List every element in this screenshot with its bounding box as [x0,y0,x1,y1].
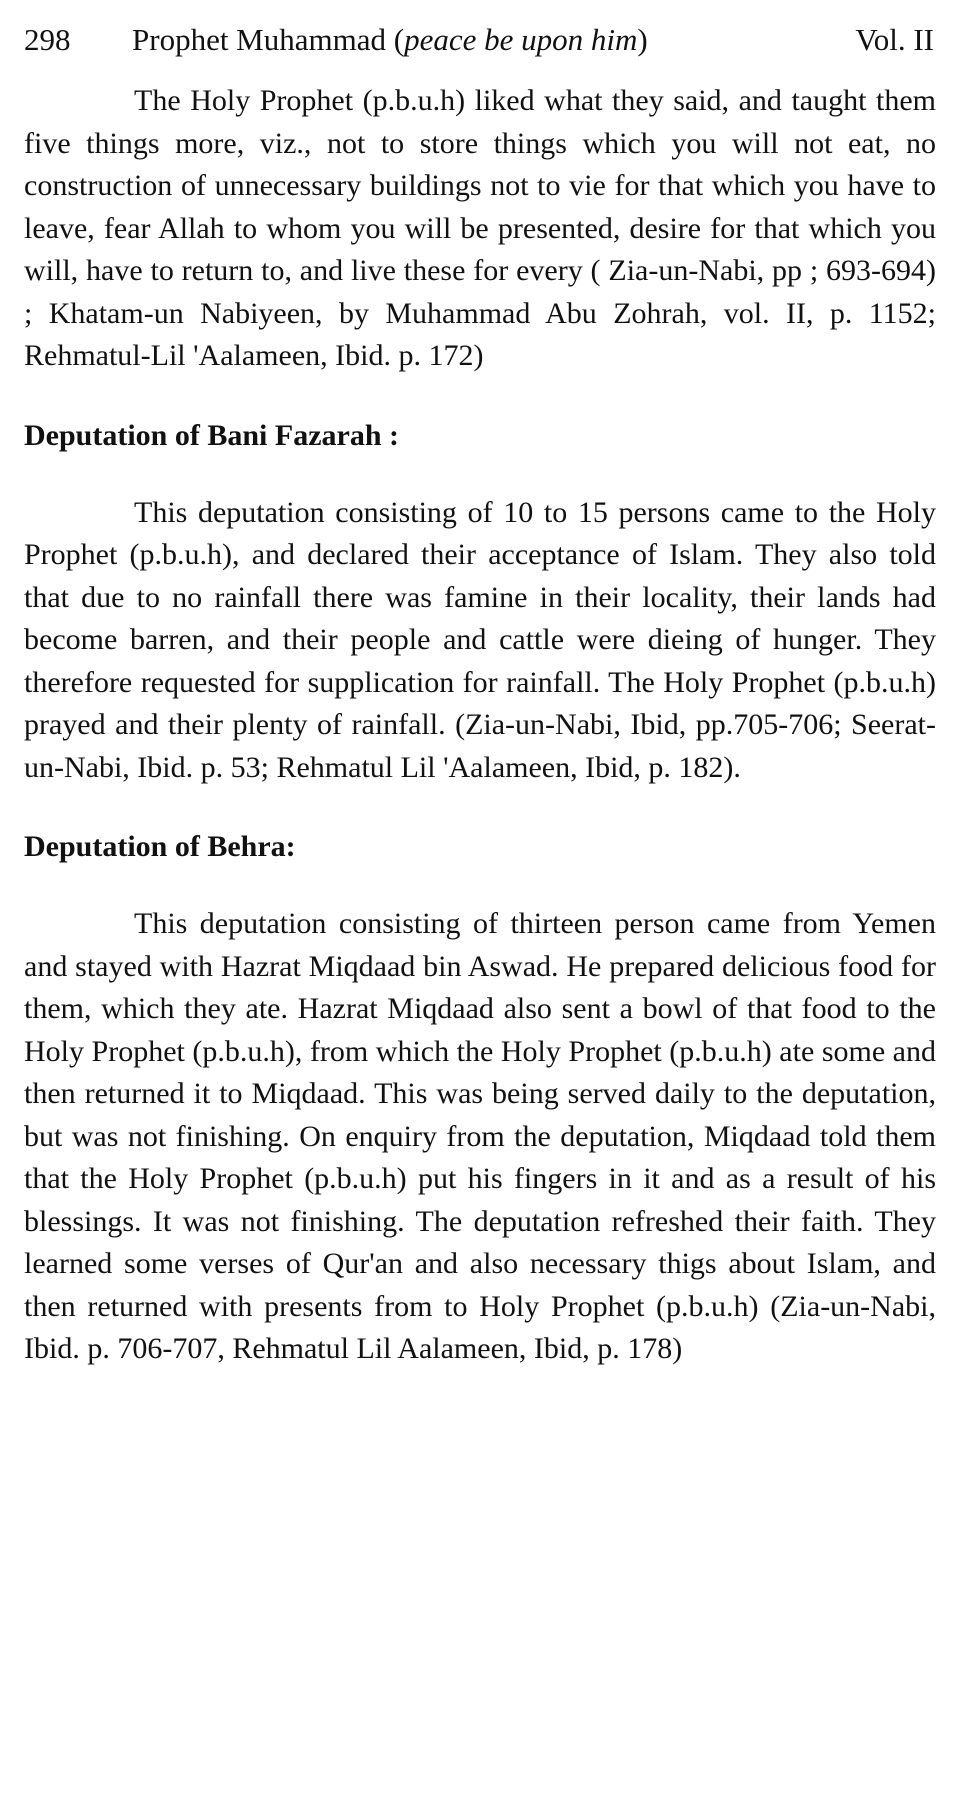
paragraph-bani-fazarah: This deputation consisting of 10 to 15 persons came to the Holy Prophet (p.b.u.h), and declared their acceptance of Islam. They also told that due to no rainfall there was famine in their locality, their lands had become barren, and their people and cattle were dieing of hunger. They therefore requested for supplication for rainfall. The Holy Prophet (p.b.u.h) prayed and their plenty of rainfall. (Zia-un-Nabi, Ibid, pp.705-706; Seerat-un-Nabi, Ibid. p. 53; Rehmatul Lil 'Aalameen, Ibid, p. 182). [24,495,936,784]
heading-bani-fazarah: Deputation of Bani Fazarah : [24,418,399,452]
book-title [132,20,855,60]
book-title-close: ) [637,22,648,57]
book-title-main: Prophet Muhammad ( [132,22,405,57]
paragraph-intro: The Holy Prophet (p.b.u.h) liked what they said, and taught them five things more, viz., not to store things which you will not eat, no construction of unnecessary buildings not to vie for that which you have to leave, fear Allah to whom you will be presented, desire for that which you will, have to return to, and live these for every ( Zia-un-Nabi, pp ; 693-694) ; Khatam-un Nabiyeen, by Muhammad Abu Zohrah, vol. II, p. 1152; Rehmatul-Lil 'Aalameen, Ibid. p. 172) [24,84,936,372]
heading-behra: Deputation of Behra: [24,830,296,863]
running-header [24,20,936,60]
paragraph-behra: This deputation consisting of thirteen person came from Yemen and stayed with Hazrat Miqdaad bin Aswad. He prepared delicious food for them, which they ate. Hazrat Miqdaad also sent a bowl of that food to the Holy Prophet (p.b.u.h), from which the Holy Prophet (p.b.u.h) ate some and then returned it to Miqdaad. This was being served daily to the deputation, but was not finishing. On enquiry from the deputation, Miqdaad told them that the Holy Prophet (p.b.u.h) put his fingers in it and as a result of his blessings. It was not finishing. The deputation refreshed their faith. They learned some verses of Qur'an and also necessary thigs about Islam, and then returned with presents from to Holy Prophet (p.b.u.h) (Zia-un-Nabi, Ibid. p. 706-707, Rehmatul Lil Aalameen, Ibid, p. 178) [24,907,936,1365]
page-number: 298 [24,22,71,57]
volume-label: Vol. II [855,22,934,57]
book-title-italic: peace be upon him [404,22,638,57]
